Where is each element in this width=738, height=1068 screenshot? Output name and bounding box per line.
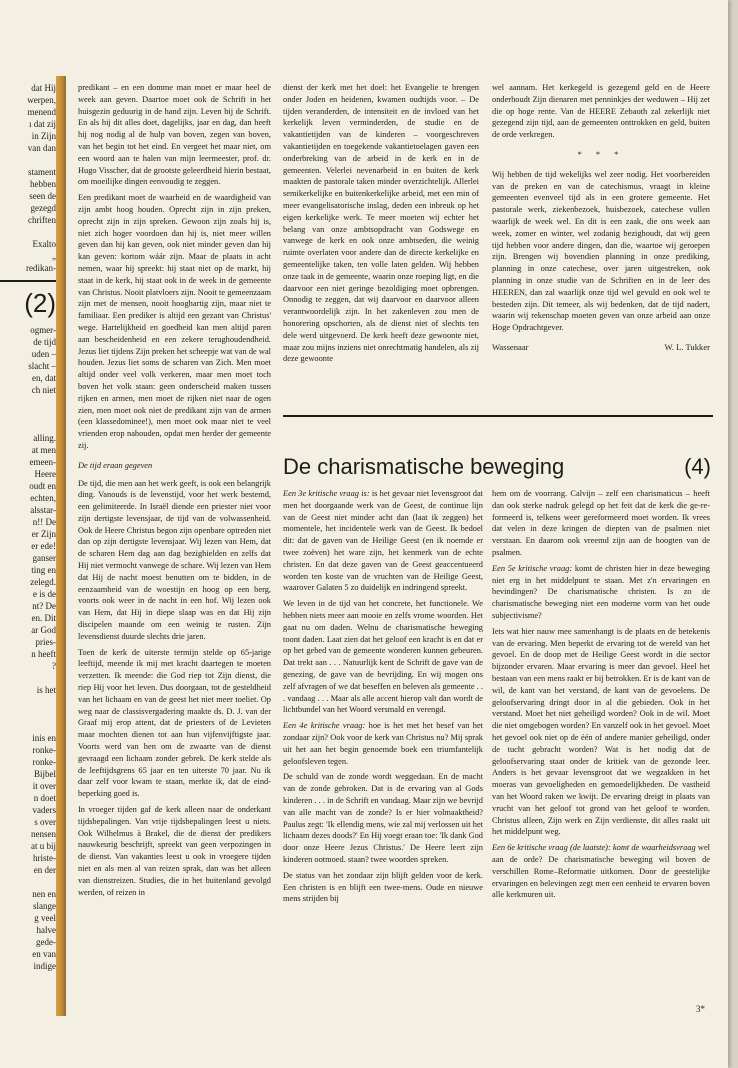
strip-text-line: n heeft: [31, 649, 56, 659]
strip-gap: [0, 154, 56, 166]
strip-text-line: alsstar-: [30, 505, 56, 515]
column-3: [492, 82, 710, 400]
strip-text-line: de tijd: [33, 337, 56, 347]
strip-gap: [0, 876, 56, 888]
strip-text-line: emeen-: [29, 457, 56, 467]
strip-text-line: s over: [34, 817, 56, 827]
strip-text-line: menend: [27, 107, 56, 117]
subheading: De tijd eraan gegeven: [78, 460, 153, 470]
paragraph: Toen de kerk de uiterste termijn stelde op 65-jarige leeftijd, meende ik mij met kracht daartegen te moeten verzetten. Ik meende: die God riep tot Zijn dienst, die riep Hij voor het leven. Dus doorgaan, tot de gesteldheid van het lichaam en van de geest het niet meer toeliet. Op weg naar de classisvergadering maakte ds. D. J. van der Graaf mij erop attent, dat de priesters of de Levieten maar mochten dienen tot aan hun vijfenvijftigste jaar. Voorts werd van hen om de zwaarte van de dienst gevraagd een lichaam zonder gebrek. De kerk stelde als de leeftijdsgrens 65 jaar en ten uiterste 70 jaar. Nu ik daar zelf voor kwam te staan, merkte ik, dat de eind-beperking goed is.: [78, 647, 271, 799]
strip-text-line: hebben: [30, 179, 56, 189]
paragraph-text: is het gevaar niet levensgroot dat men het doorgaande werk van de Geest, de continue lijn van de Geest niet minder acht dan (laat ik zeggen) het momentele, het incidentele werk van de Geest. Ik bedoel dit: dat de gaven van de Heilige Geest (en ik noemde er twee zoëven) het ware zijn, het kenmerk van de echte christen. En dat deze gaven van de Geest geaccentueerd worden ten koste van de vruchten van de Heilige Geest, waarover Galaten 5 zo duidelijk en indringend spreekt.: [283, 489, 483, 593]
strip-text-line: gede-: [36, 937, 56, 947]
strip-text-line: slange: [33, 901, 56, 911]
strip-text-line: in Zijn: [31, 131, 56, 141]
paragraph: [283, 720, 483, 767]
paragraph: [492, 563, 710, 622]
paragraph: We leven in de tijd van het concrete, het functionele. We hebben niets meer aan mooie en zelfs vrome woorden. Het gaat nu om daden. Welnu de charismatische beweging toont daden. Laat zien dat het geloof een kracht is en dat er op het gebed van de gemeente wonderen kunnen gebeuren. Dat trekt aan . . . Natuurlijk kent de Schrift de gave van de genezing, de gave van de bevrijding. En wij mogen ons zelf afvragen of we dat beseffen en beleven als gemeente . . . vandaag . . . Maar als alle accent hierop valt dan wordt de lichtbundel van het Woord versmald en verengd.: [283, 599, 483, 715]
paragraph: Wij hebben de tijd wekelijks wel zeer nodig. Het voorbereiden van de preken en van de catechismus, vraagt in kleine gemeenten evenveel tijd als in een grotere gemeente. Het pastorale werk, ziekenbezoek, huisbezoek, catechese vullen waarlijk de week wel. En dit is een zaak, die ons week aan week, zomer en winter, wel zodanig bezighoudt, dat wij geen tijd hebben voor andere dingen, dan die, waartoe wij geroepen zijn. Brengen wij bovendien planning in onze prediking, planning in onze catechese, over jaren uitgestreken, ook planning in onze studie van de Schriften en in de leer des HEEREN, dan zal waarlijk onze tijd wel gevuld en ook wel te besteden zijn. Dit temeer, als wij bedenken, dat de tijd nadert, waarin wij rekenschap moeten geven van onze arbeid aan onze Hoge Opdrachtgever.: [492, 169, 710, 333]
strip-text-line: e is de: [33, 589, 56, 599]
strip-text-line: at men: [31, 445, 56, 455]
strip-text-line: g veel: [34, 913, 56, 923]
question-label: komt de waarheidsvraag: [610, 843, 696, 853]
strip-text-line: er Zijn: [31, 529, 56, 539]
paragraph: wel aannam. Het kerkegeld is gezegend geld en de Heere onderhoudt Zijn dienaren met penninkjes der weduwen – Hij zet die op hoge rente. Van de HEERE Zebaoth zal zekerlijk niet gezegend zijn tijd, aan de gemeenten onttrokken en geld, buiten de orde verkregen.: [492, 83, 710, 140]
paragraph: Een predikant moet de waarheid en de waardigheid van zijn ambt hoog houden. Oprecht zijn in zijn preken, oprecht zijn in zijn spreken. Gewoon zijn zoals hij is, niet zich hoger voordoen dan hij is, niet meer willen geven dan hij kan geven, ook niet minder geven dan hij kan geven: kortom wáár zijn. Maar de plaats in acht nemen, waar hij spreekt: hij staat niet op de markt, hij staat in de kerk, hij staat ook in de week in de gemeente van Christus. Nooit platvloers zijn. Nooit te gemeenzaam zijn met de mensen, nooit hooghartig zijn, maar niet te familiaar. Een prediker is altijd een gezant van Christus' wege. Hartelijkheid en goedheid kan men altijd paren aan bescheidenheid en een zekere terughoudendheid. Jezus liet tijdens Zijn preken het scheepje wat van de wal houden. Jezus liet soms de scharen van Zich. Men moet altijd onder veel volk verkeren, maar men moet toch boven het volk staan: geen onderscheid maken tussen rijken en armen, men moet de rijken niet naar de ogen zien, men moet ook niet de predikant zijn van de armen (een klassedominee!), men moet ook maar niet te veel vrienden erop nahouden, opdat men herder der gemeente zij.: [78, 193, 271, 450]
section-separator: * * *: [577, 149, 625, 159]
paragraph: De tijd, die men aan het werk geeft, is ook een belangrijk ding. Vanouds is de levenstijd, voor het werk bestemd, een gelimiteerde. In Israël diende een priester niet voor zijn dertigste levensjaar, de tijd van de volwassenheid. Ook de Heere Christus begon zijn openbare optreden niet dan op zijn dertigste levensjaar. Wij lezen van Hem, dat de scharen Hem dag aan dag bezighielden en zelfs dat Hij niet vermocht vanwege de schare. Wij lezen van Hem dat Hij de nacht moest benutten om te bidden, in de eenzaamheid van de woestijn en hoog op een berg, voorts ook weer in de nacht in een hof. Wij lezen ook van Hem, dat Hij in diepe slaap was en dat Hij zijn discipelen maande om een weinig te rusten. Zijn levensdienst duurde slechts drie jaren.: [78, 478, 271, 641]
strip-heading-number: (2): [24, 288, 56, 318]
strip-text-line: n doet: [33, 793, 56, 803]
strip-text-line: ar God: [31, 625, 56, 635]
strip-text-line: seen de: [29, 191, 56, 201]
previous-page-strip: [0, 82, 56, 1012]
paragraph: dienst der kerk met het doel: het Evangelie te brengen onder Joden en heidenen, kwamen oudtijds voor. – De tijden veranderden, de intensiteit en de invloed van het kerkelijk leven verminderden, de studie en de vakantietijden van de kinderen – voorgeschreven vakantietijden en toegekende vakantietoelagen gaven een onderbreking van de arbeid in de kerk en in de gemeenten. Velerlei nevenarbeid in en buiten de kerk maakten de pastorale taken minder overzichtelijk. Allerlei semikerkelijke en buitenkerkelijke arbeid, met een min of meer evangelisatorische inslag, deden een inbreuk op het eigen kerkelijke werk. Te meer moeten wij echter het belang van onze ambtsopdracht van Godswege en vanwege de kerk en ook onze ambtseden, die weinig ruimte overlaten voor andere dan de directe kerkelijke en gemeentelijke taken, ten volle laten gelden. Wij hebben onze taak in de gemeente, waarin onze roeping ligt, en die daarvoor een niet geringe bezoldiging moet opbrengen. Onnodig te zeggen, dat wij daarvoor en daarvoor alleen verantwoordelijk zijn. In het zakenleven zou men de honorering opschorten, als de dienst niet of slechts ten dele werd uitgevoerd. De kerk heeft deze gewoonte niet, maar zou mijns inziens niet onrechtmatig handelen, als zij deze gewoonte: [283, 83, 479, 364]
place-name: Wassenaar: [492, 341, 529, 352]
question-label: Een 5e kritische vraag:: [492, 563, 573, 573]
column-1: [78, 82, 271, 1012]
strip-gap: [0, 226, 56, 238]
strip-text-line: Heere: [34, 469, 56, 479]
page-fold-edge: [56, 76, 66, 1016]
strip-text-line: ronke-: [32, 757, 56, 767]
strip-text-line: chriften: [28, 215, 56, 225]
strip-text-line: „: [52, 251, 56, 261]
paragraph: De status van het zondaar zijn blijft gelden voor de kerk. Een christen is en blijft een twee-mens. Oude en nieuwe mens strijden bij: [283, 870, 483, 904]
strip-text-line: at u bij: [31, 841, 56, 851]
paragraph: Iets wat hier nauw mee samenhangt is de plaats en de betekenis van de ervaring. Men beperkt de ervaring tot de wereld van het gevoel. En de doop met de Heilige Geest wordt in die sector bijzonder ervaren. Maar ervaring is meer dan gevoel. Heel het bestaan van een mens raakt er bij betrokken. Er is de kant van de wil, de kant van het verstand, de kant van de gevoelens. De geloofservaring dringt door in al die gebieden. Ook in het verstand. Moet het niet geheiligd worden? Ook in de wil. Moet die niet omgebogen worden? En vanzelf ook in het gevoel. Moet het gevoel ook niet op de één of andere manier geheiligd, onder de tucht gebracht worden? Wat is het nodig dat de geloofservaring staat onder de kritiek van de gezonde leer. Anders is het gevaar levensgroot dat we wegzakken in het moeras van gevoeligheden en gemoedelijkheden. De vastheid van het Woord raken we kwijt. De ervaring dreigt in plaats van vrucht van het geloof tot grond van het geloof te worden. Christus alleen, Zijn werk en Zijn verdienste, dit alles raakt uit het middelpunt weg.: [492, 626, 710, 837]
strip-text-line: stament: [28, 167, 56, 177]
strip-text-line: oudt en: [29, 481, 56, 491]
strip-text-line: ı dat zij: [29, 119, 56, 129]
strip-text-line: Exalto: [32, 239, 56, 249]
paragraph: De schuld van de zonde wordt weggedaan. En de macht van de zonde gebroken. Dat is de ervaring van al Gods kinderen . . . in de Schrift en vandaag. Maar zijn we bevrijd van alle macht van de zonde? Is er hier volmaaktheid? Paulus zegt: 'Ik ellendig mens, wie zal mij verlossen uit het lichaam dezes doods?' En Hij voegt eraan toe: 'Ik dank God door onze Heere Jezus Christus.' De Heere leert zijn kinderen ootmoed. staan? twee woorden spreken.: [283, 772, 483, 864]
strip-text-line: n!! De: [32, 517, 56, 527]
strip-text-line: inis en: [32, 733, 56, 743]
strip-rule: [0, 280, 56, 282]
strip-text-line: ch niet: [31, 385, 56, 395]
paragraph-text: komt de christen hier in deze beweging niet erg in het middelpunt te staan. Met z'n ervaringen en bevindingen? De charismatische christen. Is zo de charismatische beweging niet een moderne vorm van het oude subjectivisme?: [492, 563, 710, 620]
column-4: [283, 488, 483, 1018]
strip-text-line: dat Hij: [31, 83, 56, 93]
question-label: Een 3e kritische vraag is:: [283, 489, 370, 498]
strip-text-line: redikan-: [26, 263, 56, 273]
strip-gap: [0, 420, 56, 432]
strip-text-line: ronke-: [32, 745, 56, 755]
strip-text-line: van dan: [27, 143, 56, 153]
strip-text-line: er ede!: [31, 541, 56, 551]
strip-gap: [0, 672, 56, 684]
section-divider: [283, 415, 713, 417]
article-part-number: (4): [684, 454, 711, 479]
strip-text-line: gezegd: [30, 203, 56, 213]
strip-text-line: echten,: [30, 493, 56, 503]
strip-text-line: hriste-: [33, 853, 56, 863]
strip-text-line: ganser: [32, 553, 56, 563]
strip-gap: [0, 696, 56, 708]
question-label: Een 4e kritische vraag:: [283, 721, 366, 731]
strip-text-line: pries-: [35, 637, 56, 647]
paragraph: In vroeger tijden gaf de kerk alleen naar de onderkant tijdsbepalingen. Van vrije tijdsbepalingen leest u niets. Ook Wilhelmus à Brakel, die de dienst der predikers nauwkeurig beschrijft, spreekt van geen verpozingen in de dienst. Van vakanties leest u ook in vroegere tijden niet en als men al van reizen sprak, dan was het alleen van dienstreizen. Studies, die in het buitenland gevolgd werden, of reizen in: [78, 805, 271, 897]
strip-gap: [0, 408, 56, 420]
strip-text-line: nt? De: [32, 601, 56, 611]
paragraph: [492, 842, 710, 901]
strip-gap: [0, 708, 56, 720]
strip-text-line: en der: [33, 865, 56, 875]
strip-text-line: nen en: [32, 889, 56, 899]
strip-text-line: alling.: [33, 433, 56, 443]
strip-text-line: en van: [32, 949, 56, 959]
strip-text-line: is het: [36, 685, 56, 695]
strip-text-line: Bijbel: [34, 769, 56, 779]
article-title: De charismatische beweging: [283, 454, 565, 479]
strip-text-line: zelegd.: [30, 577, 56, 587]
signature-line: [492, 342, 710, 354]
paragraph: predikant – en een domme man moet er maar heel de week aan geven. Daartoe moet ook de Schrift in het huisgezin geduurig in de hand zijn. Leven bij de Schrift. En als hij dit alles doet, dagelijks, jaar en dag, dan heeft hij nog nodig al de hulp van boven, zegen van boven, van het begin tot het eind. En vergeet het maar niet, om een woord aan te halen van mijn leermeester, prof. dr. Hugo Visscher, dat de grootste geleerdheid hierin bestaat, om moeilijke dingen eenvoudig te zeggen.: [78, 83, 271, 187]
author-name: W. L. Tukker: [664, 341, 710, 352]
strip-text-line: nensen: [31, 829, 56, 839]
strip-text-line: en, dat: [32, 373, 56, 383]
paragraph: hem om de voorrang. Calvijn – zelf een charismaticus – heeft dan ook sterke nadruk gelegd op het feit dat de kerk die ge-re-formeerd is, telkens weer gereformeerd moet worden. Ik vrees dat velen in deze kringen de diepten van de psalmen niet verstaan. En daarom ook vreemd zijn aan de hoogten van de psalmen.: [492, 489, 710, 557]
strip-text-line: it over: [32, 781, 56, 791]
paragraph: [283, 488, 483, 594]
paragraph-text: hoe is het met het besef van het zondaar zijn? Ook voor de kerk van Christus nu? Mij sprak uit het aan het begin genoemde boek een triumfantelijk geloofsleven tegen.: [283, 721, 483, 766]
paragraph-text: wel aan de orde? De charismatische beweging wil boven de verschillen Rome–Reformatie uitkomen. Door de geestelijke ervaringen en belevingen zegt men een eenheid te ervaren boven alle kerkmuren uit.: [492, 843, 710, 900]
strip-text-line: werpen,: [27, 95, 56, 105]
strip-text-line: indige: [33, 961, 56, 971]
strip-text-line: halve: [36, 925, 56, 935]
column-5: [492, 488, 710, 1013]
strip-text-line: ?: [52, 661, 56, 671]
strip-text-line: en. Dit: [31, 613, 56, 623]
column-2: [283, 82, 479, 400]
strip-text-line: uden –: [31, 349, 56, 359]
strip-text-line: slacht –: [28, 361, 56, 371]
strip-text-line: ting en: [31, 565, 56, 575]
strip-text-line: vaders: [32, 805, 56, 815]
strip-gap: [0, 720, 56, 732]
page-number: 3*: [696, 1004, 705, 1014]
strip-text-line: ogmer-: [30, 325, 56, 335]
strip-gap: [0, 396, 56, 408]
question-label: Een 6e kritische vraag (de laatste):: [492, 843, 611, 853]
article-header: [283, 450, 711, 484]
